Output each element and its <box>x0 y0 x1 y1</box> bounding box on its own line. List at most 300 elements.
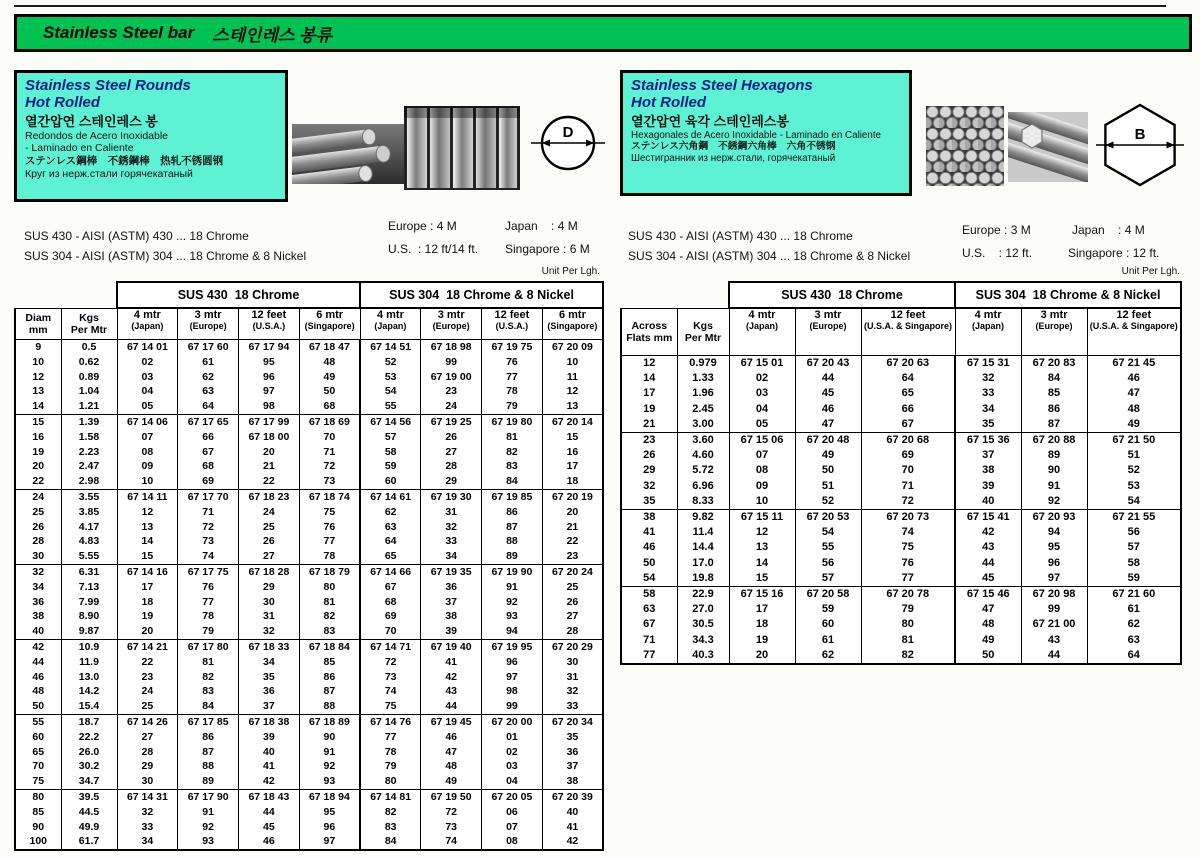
impa-code-cell: 02 <box>482 745 543 760</box>
impa-code-cell: 51 <box>795 479 861 494</box>
impa-code-cell: 62 <box>795 648 861 664</box>
impa-code-cell: 67 20 34 <box>542 714 603 729</box>
impa-code-cell: 67 20 48 <box>795 433 861 449</box>
impa-code-cell: 72 <box>178 520 239 535</box>
impa-code-cell: 63 <box>360 520 421 535</box>
impa-code-cell: 81 <box>299 595 360 610</box>
size-cell: 19 <box>621 402 677 417</box>
impa-code-cell: 67 17 70 <box>178 489 239 504</box>
impa-code-cell: 04 <box>117 384 178 399</box>
weight-cell: 4.17 <box>61 520 117 535</box>
impa-code-cell: 19 <box>729 633 795 648</box>
grade-header-sus430: SUS 430 18 Chrome <box>117 282 360 308</box>
weight-cell: 11.4 <box>677 525 729 540</box>
size-cell: 10 <box>15 355 61 370</box>
impa-code-cell: 67 20 98 <box>1021 587 1087 603</box>
weight-cell: 8.90 <box>61 609 117 624</box>
impa-code-cell: 32 <box>955 371 1021 386</box>
hexagons-subtitle: Hot Rolled <box>631 93 706 111</box>
impa-code-cell: 67 17 75 <box>178 564 239 579</box>
impa-code-cell: 44 <box>795 371 861 386</box>
size-cell: 26 <box>15 520 61 535</box>
impa-code-cell: 39 <box>955 479 1021 494</box>
size-cell: 65 <box>15 745 61 760</box>
impa-code-cell: 45 <box>795 386 861 401</box>
table-row <box>15 489 603 504</box>
impa-code-cell: 67 18 47 <box>299 340 360 355</box>
impa-code-cell: 89 <box>178 774 239 789</box>
size-cell: 30 <box>15 549 61 564</box>
rounds-price-table <box>14 281 604 851</box>
size-cell: 12 <box>15 370 61 385</box>
unit-column-header: 3 mtr (Europe) <box>421 308 482 340</box>
impa-code-cell: 18 <box>117 595 178 610</box>
impa-code-cell: 84 <box>360 834 421 850</box>
impa-code-cell: 37 <box>421 595 482 610</box>
impa-code-cell: 30 <box>542 655 603 670</box>
impa-code-cell: 22 <box>117 655 178 670</box>
impa-code-cell: 38 <box>542 774 603 789</box>
size-cell: 50 <box>15 699 61 714</box>
grade-header-sus430: SUS 430 18 Chrome <box>729 282 955 308</box>
size-cell: 26 <box>621 448 677 463</box>
impa-code-cell: 95 <box>299 805 360 820</box>
impa-code-cell: 82 <box>360 805 421 820</box>
impa-code-cell: 68 <box>360 595 421 610</box>
weight-cell: 4.83 <box>61 534 117 549</box>
impa-code-cell: 27 <box>542 609 603 624</box>
impa-code-cell: 81 <box>178 655 239 670</box>
impa-code-cell: 74 <box>861 525 955 540</box>
svg-text:B: B <box>1134 126 1146 143</box>
table-row <box>621 540 1181 555</box>
impa-code-cell: 03 <box>729 386 795 401</box>
impa-code-cell: 28 <box>117 745 178 760</box>
weight-cell: 8.33 <box>677 494 729 510</box>
impa-code-cell: 96 <box>1021 556 1087 571</box>
table-row <box>621 402 1181 417</box>
impa-code-cell: 67 <box>861 417 955 433</box>
table-row <box>621 433 1181 449</box>
weight-cell: 0.89 <box>61 370 117 385</box>
impa-code-cell: 76 <box>299 520 360 535</box>
impa-code-cell: 67 20 43 <box>795 356 861 372</box>
table-row <box>15 505 603 520</box>
impa-code-cell: 67 14 31 <box>117 789 178 804</box>
impa-code-cell: 67 19 75 <box>482 340 543 355</box>
impa-code-cell: 67 14 81 <box>360 789 421 804</box>
table-row <box>15 655 603 670</box>
impa-code-cell: 68 <box>299 399 360 414</box>
impa-code-cell: 10 <box>542 355 603 370</box>
impa-code-cell: 29 <box>421 474 482 489</box>
table-row <box>15 820 603 835</box>
hexagons-price-table <box>620 281 1182 665</box>
impa-code-cell: 82 <box>299 609 360 624</box>
impa-code-cell: 98 <box>482 684 543 699</box>
impa-code-cell: 67 15 06 <box>729 433 795 449</box>
impa-code-cell: 42 <box>239 774 300 789</box>
weight-cell: 2.23 <box>61 445 117 460</box>
impa-code-cell: 78 <box>360 745 421 760</box>
impa-code-cell: 49 <box>421 774 482 789</box>
impa-code-cell: 41 <box>239 759 300 774</box>
impa-code-cell: 21 <box>239 459 300 474</box>
rounds-subtitle: Hot Rolled <box>25 93 100 111</box>
impa-code-cell: 71 <box>299 445 360 460</box>
steel-rods-bundle-photo <box>404 106 520 190</box>
impa-code-cell: 92 <box>482 595 543 610</box>
impa-code-cell: 33 <box>542 699 603 714</box>
impa-code-cell: 23 <box>421 384 482 399</box>
impa-code-cell: 82 <box>861 648 955 664</box>
impa-code-cell: 42 <box>542 834 603 850</box>
impa-code-cell: 67 18 28 <box>239 564 300 579</box>
weight-cell: 1.39 <box>61 414 117 429</box>
impa-code-cell: 60 <box>360 474 421 489</box>
col-header-diam: Diam mm <box>15 308 61 340</box>
impa-code-cell: 57 <box>360 430 421 445</box>
unit-column-header: 6 mtr (Singapore) <box>299 308 360 340</box>
impa-code-cell: 67 14 21 <box>117 639 178 654</box>
impa-code-cell: 67 19 85 <box>482 489 543 504</box>
impa-code-cell: 70 <box>360 624 421 639</box>
size-cell: 60 <box>15 730 61 745</box>
size-cell: 20 <box>15 459 61 474</box>
impa-code-cell: 93 <box>178 834 239 850</box>
impa-code-cell: 13 <box>117 520 178 535</box>
impa-code-cell: 79 <box>178 624 239 639</box>
impa-code-cell: 72 <box>360 655 421 670</box>
weight-cell: 49.9 <box>61 820 117 835</box>
size-cell: 90 <box>15 820 61 835</box>
impa-code-cell: 71 <box>861 479 955 494</box>
impa-code-cell: 67 15 41 <box>955 510 1021 526</box>
weight-cell: 3.00 <box>677 417 729 433</box>
impa-code-cell: 67 20 39 <box>542 789 603 804</box>
hex-length-europe: Europe : 3 M <box>962 223 1031 237</box>
impa-code-cell: 37 <box>955 448 1021 463</box>
title-banner <box>14 14 1192 52</box>
table-row <box>621 556 1181 571</box>
impa-code-cell: 94 <box>482 624 543 639</box>
impa-code-cell: 23 <box>542 549 603 564</box>
weight-cell: 34.7 <box>61 774 117 789</box>
table-row <box>621 371 1181 386</box>
unit-column-header: 12 feet (U.S.A. & Singapore) <box>861 308 955 356</box>
impa-code-cell: 57 <box>795 571 861 587</box>
impa-code-cell: 96 <box>482 655 543 670</box>
impa-code-cell: 67 14 26 <box>117 714 178 729</box>
impa-code-cell: 03 <box>117 370 178 385</box>
impa-code-cell: 67 20 93 <box>1021 510 1087 526</box>
size-cell: 28 <box>15 534 61 549</box>
impa-code-cell: 67 15 16 <box>729 587 795 603</box>
table-row <box>15 759 603 774</box>
rounds-unit-note: Unit Per Lgh. <box>541 266 600 277</box>
impa-code-cell: 13 <box>729 540 795 555</box>
impa-code-cell: 67 <box>178 445 239 460</box>
impa-code-cell: 04 <box>729 402 795 417</box>
impa-code-cell: 67 19 25 <box>421 414 482 429</box>
size-cell: 58 <box>621 587 677 603</box>
impa-code-cell: 49 <box>795 448 861 463</box>
impa-code-cell: 67 18 33 <box>239 639 300 654</box>
hexagons-title-russian: Шестигранник из нерж.стали, горячекатаный <box>631 153 836 165</box>
impa-code-cell: 86 <box>299 670 360 685</box>
size-cell: 14 <box>621 371 677 386</box>
table-row <box>15 609 603 624</box>
impa-code-cell: 97 <box>1021 571 1087 587</box>
impa-code-cell: 15 <box>117 549 178 564</box>
table-row <box>621 448 1181 463</box>
impa-code-cell: 11 <box>542 370 603 385</box>
impa-code-cell: 91 <box>1021 479 1087 494</box>
impa-code-cell: 99 <box>482 699 543 714</box>
impa-code-cell: 27 <box>421 445 482 460</box>
table-row <box>621 494 1181 510</box>
impa-code-cell: 27 <box>239 549 300 564</box>
rounds-length-singapore: Singapore : 6 M <box>505 242 590 256</box>
impa-code-cell: 31 <box>542 670 603 685</box>
impa-code-cell: 67 18 43 <box>239 789 300 804</box>
impa-code-cell: 06 <box>482 805 543 820</box>
impa-code-cell: 59 <box>795 602 861 617</box>
impa-code-cell: 86 <box>482 505 543 520</box>
hexagons-title-korean: 열간압연 육각 스테인레스봉 <box>631 113 789 129</box>
table-row <box>621 617 1181 632</box>
impa-code-cell: 42 <box>955 525 1021 540</box>
impa-code-cell: 29 <box>239 580 300 595</box>
impa-code-cell: 67 21 60 <box>1087 587 1181 603</box>
impa-code-cell: 76 <box>861 556 955 571</box>
size-cell: 17 <box>621 386 677 401</box>
size-cell: 67 <box>621 617 677 632</box>
impa-code-cell: 80 <box>360 774 421 789</box>
impa-code-cell: 52 <box>795 494 861 510</box>
round-bars-photo <box>292 124 404 184</box>
weight-cell: 3.55 <box>61 489 117 504</box>
impa-code-cell: 77 <box>861 571 955 587</box>
size-cell: 14 <box>15 399 61 414</box>
size-cell: 46 <box>621 540 677 555</box>
impa-code-cell: 88 <box>178 759 239 774</box>
col-header-kgs: Kgs Per Mtr <box>677 308 729 356</box>
impa-code-cell: 67 20 68 <box>861 433 955 449</box>
table-row <box>621 633 1181 648</box>
column-header-row <box>15 308 603 340</box>
hex-length-singapore: Singapore : 12 ft. <box>1068 246 1160 260</box>
rounds-title: Stainless Steel Rounds <box>25 77 191 94</box>
weight-cell: 2.47 <box>61 459 117 474</box>
impa-code-cell: 48 <box>421 759 482 774</box>
impa-code-cell: 10 <box>117 474 178 489</box>
weight-cell: 39.5 <box>61 789 117 804</box>
impa-code-cell: 61 <box>1087 602 1181 617</box>
table-row <box>15 595 603 610</box>
impa-code-cell: 75 <box>360 699 421 714</box>
impa-code-cell: 67 18 84 <box>299 639 360 654</box>
impa-code-cell: 15 <box>729 571 795 587</box>
hexagon-bars-photo <box>1008 112 1088 182</box>
impa-code-cell: 67 14 66 <box>360 564 421 579</box>
impa-code-cell: 50 <box>299 384 360 399</box>
size-cell: 32 <box>621 479 677 494</box>
impa-code-cell: 67 19 35 <box>421 564 482 579</box>
size-cell: 80 <box>15 789 61 804</box>
impa-code-cell: 69 <box>360 609 421 624</box>
rounds-title-russian: Круг из нерж.стали горячекатаный <box>25 167 193 180</box>
hex-length-us: U.S. : 12 ft. <box>962 246 1033 260</box>
weight-cell: 7.99 <box>61 595 117 610</box>
impa-code-cell: 69 <box>861 448 955 463</box>
impa-code-cell: 89 <box>482 549 543 564</box>
impa-code-cell: 43 <box>421 684 482 699</box>
impa-code-cell: 76 <box>178 580 239 595</box>
impa-code-cell: 20 <box>542 505 603 520</box>
size-cell: 38 <box>15 609 61 624</box>
grade-header-sus304: SUS 304 18 Chrome & 8 Nickel <box>955 282 1181 308</box>
table-row <box>15 564 603 579</box>
impa-code-cell: 67 14 61 <box>360 489 421 504</box>
impa-code-cell: 84 <box>1021 371 1087 386</box>
impa-code-cell: 40 <box>542 805 603 820</box>
column-header-row <box>621 308 1181 356</box>
impa-code-cell: 28 <box>542 624 603 639</box>
unit-column-header: 3 mtr (Europe) <box>1021 308 1087 356</box>
weight-cell: 7.13 <box>61 580 117 595</box>
size-cell: 9 <box>15 340 61 355</box>
unit-column-header: 12 feet (U.S.A. & Singapore) <box>1087 308 1181 356</box>
table-row <box>621 602 1181 617</box>
impa-code-cell: 45 <box>955 571 1021 587</box>
impa-code-cell: 67 17 94 <box>239 340 300 355</box>
weight-cell: 19.8 <box>677 571 729 587</box>
impa-code-cell: 86 <box>1021 402 1087 417</box>
impa-code-cell: 30 <box>239 595 300 610</box>
impa-code-cell: 07 <box>482 820 543 835</box>
impa-code-cell: 40 <box>239 745 300 760</box>
weight-cell: 1.21 <box>61 399 117 414</box>
impa-code-cell: 18 <box>542 474 603 489</box>
impa-code-cell: 81 <box>861 633 955 648</box>
impa-code-cell: 61 <box>795 633 861 648</box>
table-row <box>15 549 603 564</box>
grade-header-sus304: SUS 304 18 Chrome & 8 Nickel <box>360 282 603 308</box>
weight-cell: 0.5 <box>61 340 117 355</box>
rounds-title-korean: 열간압연 스테인레스 봉 <box>25 113 158 129</box>
impa-code-cell: 82 <box>482 445 543 460</box>
size-cell: 32 <box>15 564 61 579</box>
page-title-ko: 스테인레스 봉류 <box>212 25 332 45</box>
impa-code-cell: 67 17 85 <box>178 714 239 729</box>
impa-code-cell: 74 <box>421 834 482 850</box>
impa-code-cell: 46 <box>239 834 300 850</box>
impa-code-cell: 13 <box>542 399 603 414</box>
impa-code-cell: 24 <box>421 399 482 414</box>
size-cell: 44 <box>15 655 61 670</box>
impa-code-cell: 16 <box>542 445 603 460</box>
impa-code-cell: 20 <box>117 624 178 639</box>
impa-code-cell: 34 <box>239 655 300 670</box>
unit-column-header: 3 mtr (Europe) <box>178 308 239 340</box>
impa-code-cell: 67 20 09 <box>542 340 603 355</box>
impa-code-cell: 78 <box>482 384 543 399</box>
size-cell: 13 <box>15 384 61 399</box>
hex-length-japan: Japan : 4 M <box>1072 223 1145 237</box>
impa-code-cell: 35 <box>239 670 300 685</box>
impa-code-cell: 98 <box>239 399 300 414</box>
weight-cell: 3.85 <box>61 505 117 520</box>
impa-code-cell: 37 <box>239 699 300 714</box>
rounds-title-cjk: ステンレス鋼棒 不銹鋼棒 热轧不锈圆钢 <box>25 155 224 168</box>
hex-grade-note-430: SUS 430 - AISI (ASTM) 430 ... 18 Chrome <box>628 229 853 243</box>
size-cell: 15 <box>15 414 61 429</box>
impa-code-cell: 09 <box>117 459 178 474</box>
table-row <box>15 430 603 445</box>
impa-code-cell: 67 20 29 <box>542 639 603 654</box>
size-cell: 21 <box>621 417 677 433</box>
table-row <box>621 356 1181 372</box>
impa-code-cell: 90 <box>1021 463 1087 478</box>
table-row <box>621 386 1181 401</box>
impa-code-cell: 52 <box>360 355 421 370</box>
impa-code-cell: 62 <box>178 370 239 385</box>
impa-code-cell: 88 <box>299 699 360 714</box>
impa-code-cell: 95 <box>1021 540 1087 555</box>
impa-code-cell: 81 <box>482 430 543 445</box>
impa-code-cell: 67 14 01 <box>117 340 178 355</box>
impa-code-cell: 63 <box>178 384 239 399</box>
table-row <box>621 571 1181 587</box>
weight-cell: 2.45 <box>677 402 729 417</box>
impa-code-cell: 91 <box>482 580 543 595</box>
impa-code-cell: 77 <box>360 730 421 745</box>
table-row <box>15 699 603 714</box>
weight-cell: 11.9 <box>61 655 117 670</box>
impa-code-cell: 08 <box>729 463 795 478</box>
col-header-kgs: Kgs Per Mtr <box>61 308 117 340</box>
impa-code-cell: 97 <box>482 670 543 685</box>
impa-code-cell: 67 14 16 <box>117 564 178 579</box>
impa-code-cell: 37 <box>542 759 603 774</box>
size-cell: 12 <box>621 356 677 372</box>
impa-code-cell: 20 <box>239 445 300 460</box>
impa-code-cell: 72 <box>421 805 482 820</box>
impa-code-cell: 14 <box>117 534 178 549</box>
table-row <box>15 520 603 535</box>
table-row <box>621 525 1181 540</box>
impa-code-cell: 36 <box>421 580 482 595</box>
impa-code-cell: 01 <box>482 730 543 745</box>
impa-code-cell: 59 <box>1087 571 1181 587</box>
table-row <box>621 463 1181 478</box>
impa-code-cell: 67 17 90 <box>178 789 239 804</box>
impa-code-cell: 73 <box>299 474 360 489</box>
impa-code-cell: 83 <box>178 684 239 699</box>
impa-code-cell: 44 <box>955 556 1021 571</box>
impa-code-cell: 67 20 00 <box>482 714 543 729</box>
table-row <box>15 805 603 820</box>
impa-code-cell: 92 <box>299 759 360 774</box>
impa-code-cell: 88 <box>482 534 543 549</box>
size-cell: 75 <box>15 774 61 789</box>
size-cell: 70 <box>15 759 61 774</box>
size-cell: 41 <box>621 525 677 540</box>
table-row <box>15 384 603 399</box>
impa-code-cell: 02 <box>729 371 795 386</box>
impa-code-cell: 08 <box>117 445 178 460</box>
